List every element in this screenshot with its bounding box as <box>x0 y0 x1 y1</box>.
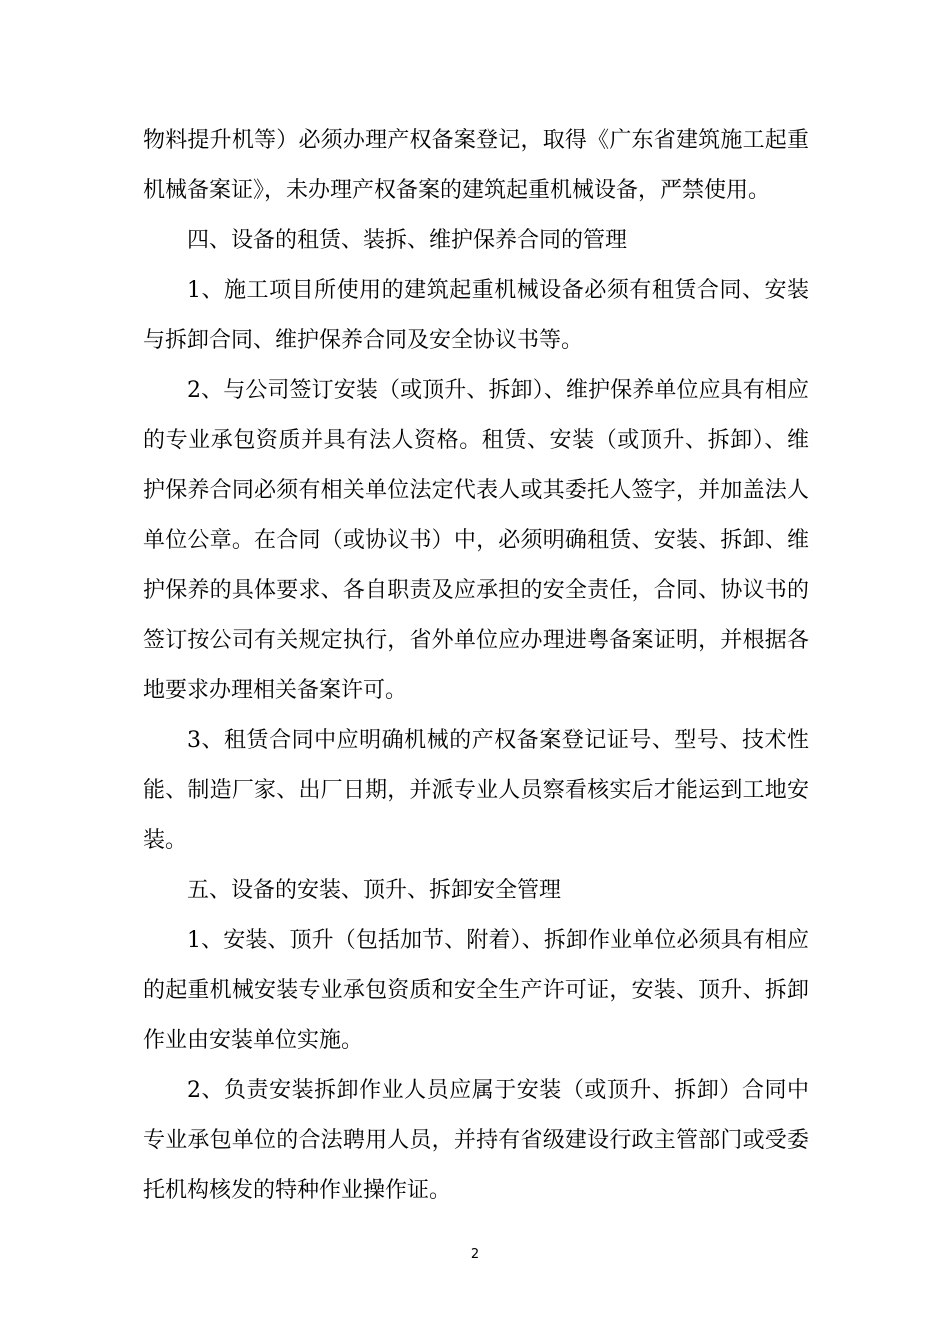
text-line: 2、负责安装拆卸作业人员应属于安装（或顶升、拆卸）合同中 <box>187 1078 809 1103</box>
text-line: 专业承包单位的合法聘用人员，并持有省级建设行政主管部门或受委 <box>143 1128 809 1153</box>
text-line: 1、安装、顶升（包括加节、附着）、拆卸作业单位必须具有相应 <box>187 928 809 953</box>
text-line: 托机构核发的特种作业操作证。 <box>143 1178 452 1203</box>
text-line: 3、租赁合同中应明确机械的产权备案登记证号、型号、技术性 <box>187 728 809 753</box>
text-line: 护保养合同必须有相关单位法定代表人或其委托人签字，并加盖法人 <box>143 478 809 503</box>
text-line: 能、制造厂家、出厂日期，并派专业人员察看核实后才能运到工地安 <box>143 778 809 803</box>
text-line: 物料提升机等）必须办理产权备案登记，取得《广东省建筑施工起重 <box>143 128 809 153</box>
page-number: 2 <box>470 1247 480 1262</box>
text-line: 签订按公司有关规定执行，省外单位应办理进粤备案证明，并根据各 <box>143 628 809 653</box>
text-line: 装。 <box>143 828 188 853</box>
text-line: 与拆卸合同、维护保养合同及安全协议书等。 <box>143 328 584 353</box>
text-line: 护保养的具体要求、各自职责及应承担的安全责任，合同、协议书的 <box>143 578 809 603</box>
text-line: 地要求办理相关备案许可。 <box>143 678 408 703</box>
text-line: 作业由安装单位实施。 <box>143 1028 364 1053</box>
section-heading: 五、设备的安装、顶升、拆卸安全管理 <box>187 878 562 903</box>
text-line: 1、施工项目所使用的建筑起重机械设备必须有租赁合同、安装 <box>187 278 809 303</box>
text-line: 2、与公司签订安装（或顶升、拆卸）、维护保养单位应具有相应 <box>187 378 809 403</box>
document-body <box>143 116 809 1216</box>
section-heading: 四、设备的租赁、装拆、维护保养合同的管理 <box>187 228 628 253</box>
text-line: 单位公章。在合同（或协议书）中，必须明确租赁、安装、拆卸、维 <box>143 528 809 553</box>
text-line: 的起重机械安装专业承包资质和安全生产许可证，安装、顶升、拆卸 <box>143 978 809 1003</box>
text-line: 的专业承包资质并具有法人资格。租赁、安装（或顶升、拆卸）、维 <box>143 428 809 453</box>
text-line: 机械备案证》，未办理产权备案的建筑起重机械设备，严禁使用。 <box>143 178 771 203</box>
